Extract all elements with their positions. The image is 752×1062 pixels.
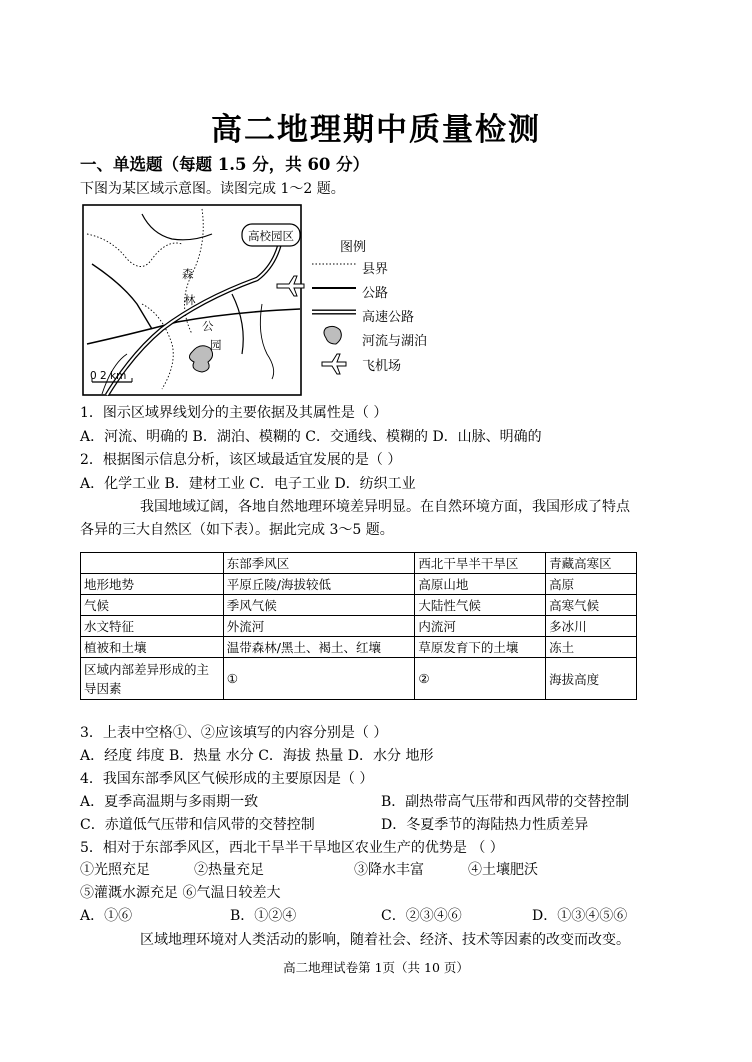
question-5-items-5-6: ⑤灌溉水源充足 ⑥气温日较差大 bbox=[80, 885, 281, 901]
question-5-item-1: ①光照充足 bbox=[80, 862, 150, 878]
last-row-label-2: 导因素 bbox=[84, 680, 122, 696]
question-2-options: A．化学工业 B．建材工业 C．电子工业 D．纺织工业 bbox=[80, 476, 416, 492]
legend-airport: 飞机场 bbox=[362, 359, 402, 374]
question-5-option-a: A．①⑥ bbox=[80, 908, 133, 924]
question-4: 4．我国东部季风区气候形成的主要原因是（ ） bbox=[80, 771, 374, 787]
question-3-options: A．经度 纬度 B．热量 水分 C．海拔 热量 D．水分 地形 bbox=[80, 748, 434, 764]
table-cell bbox=[81, 658, 224, 700]
question-1: 1．图示区域界线划分的主要依据及其属性是（ ） bbox=[80, 405, 388, 421]
table-cell: ② bbox=[415, 658, 546, 700]
section-heading: 一、单选题（每题 1.5 分，共 60 分） bbox=[80, 155, 370, 174]
question-3: 3．上表中空格①、②应该填写的内容分别是（ ） bbox=[80, 725, 388, 741]
natural-regions-table bbox=[80, 552, 637, 700]
table-cell: 高原山地 bbox=[415, 574, 546, 595]
table-cell: ① bbox=[223, 658, 415, 700]
airplane-icon bbox=[322, 354, 346, 374]
park-label-2: 园 bbox=[210, 338, 222, 352]
legend-symbols bbox=[310, 256, 358, 386]
table-cell: 外流河 bbox=[223, 616, 415, 637]
table-cell: 季风气候 bbox=[223, 595, 415, 616]
region-map bbox=[82, 204, 336, 396]
table-cell: 平原丘陵/海拔较低 bbox=[223, 574, 415, 595]
question-5-item-4: ④土壤肥沃 bbox=[468, 862, 538, 878]
question-5-item-2: ②热量充足 bbox=[194, 862, 264, 878]
question-5: 5．相对于东部季风区，西北干旱半干旱地区农业生产的优势是 （ ） bbox=[80, 840, 504, 856]
table-cell: 内流河 bbox=[415, 616, 546, 637]
page-title: 高二地理期中质量检测 bbox=[211, 112, 541, 148]
table-cell: 植被和土壤 bbox=[81, 637, 224, 658]
legend-river-lake: 河流与湖泊 bbox=[362, 334, 428, 349]
campus-label: 高校园区 bbox=[248, 229, 294, 243]
question-5-option-b: B．①②④ bbox=[230, 908, 297, 924]
table-cell: 气候 bbox=[81, 595, 224, 616]
table-cell: 海拔高度 bbox=[546, 658, 637, 700]
table-cell: 地形地势 bbox=[81, 574, 224, 595]
question-4-option-c: C．赤道低气压带和信风带的交替控制 bbox=[80, 817, 315, 833]
table-header-row bbox=[81, 553, 637, 574]
forest-label-1: 森 bbox=[182, 267, 194, 281]
forest-label-2: 林 bbox=[184, 293, 196, 307]
table-cell: 多冰川 bbox=[546, 616, 637, 637]
table-cell: 高原 bbox=[546, 574, 637, 595]
question-4-option-d: D．冬夏季节的海陆热力性质差异 bbox=[381, 817, 589, 833]
table-header-cell: 东部季风区 bbox=[223, 553, 415, 574]
table-header-cell: 西北干旱半干旱区 bbox=[415, 553, 546, 574]
table-header-cell bbox=[81, 553, 224, 574]
table-cell: 温带森林/黑土、褐土、红壤 bbox=[223, 637, 415, 658]
legend-county: 县界 bbox=[362, 262, 389, 277]
table-row bbox=[81, 595, 637, 616]
legend-title: 图例 bbox=[340, 240, 367, 255]
table-cell: 高寒气候 bbox=[546, 595, 637, 616]
question-4-option-a: A．夏季高温期与多雨期一致 bbox=[80, 794, 259, 810]
legend-road: 公路 bbox=[362, 286, 389, 301]
question-1-options: A．河流、明确的 B．湖泊、模糊的 C．交通线、模糊的 D．山脉、明确的 bbox=[80, 429, 542, 445]
park-label-1: 公 bbox=[202, 319, 214, 333]
last-row-label-1: 区域内部差异形成的主 bbox=[84, 661, 210, 677]
table-row bbox=[81, 637, 637, 658]
table-cell: 大陆性气候 bbox=[415, 595, 546, 616]
scale-label: 0 2 km bbox=[90, 370, 127, 382]
question-2: 2．根据图示信息分析，该区域最适宜发展的是（ ） bbox=[80, 452, 402, 468]
table-header-cell: 青藏高寒区 bbox=[546, 553, 637, 574]
legend-expressway: 高速公路 bbox=[362, 310, 415, 325]
table-row bbox=[81, 616, 637, 637]
question-5-item-3: ③降水丰富 bbox=[354, 862, 424, 878]
intro-text: 下图为某区域示意图。读图完成 1～2 题。 bbox=[80, 181, 345, 197]
legend-lake-symbol bbox=[324, 326, 341, 344]
question-5-option-c: C．②③④⑥ bbox=[381, 908, 462, 924]
table-row bbox=[81, 658, 637, 700]
page-footer: 高二地理试卷第 1页（共 10 页） bbox=[283, 960, 469, 975]
paragraph-3: 区域地理环境对人类活动的影响，随着社会、经济、技术等因素的改变而改变。 bbox=[140, 932, 630, 948]
question-4-option-b: B．副热带高气压带和西风带的交替控制 bbox=[381, 794, 630, 810]
paragraph-2-line-2: 各异的三大自然区（如下表）。据此完成 3～5 题。 bbox=[80, 522, 394, 538]
paragraph-2-line-1: 我国地域辽阔，各地自然地理环境差异明显。在自然环境方面，我国形成了特点 bbox=[140, 499, 630, 515]
table-cell: 冻土 bbox=[546, 637, 637, 658]
question-5-option-d: D．①③④⑤⑥ bbox=[532, 908, 628, 924]
table-cell: 水文特征 bbox=[81, 616, 224, 637]
table-cell: 草原发育下的土壤 bbox=[415, 637, 546, 658]
table-row bbox=[81, 574, 637, 595]
